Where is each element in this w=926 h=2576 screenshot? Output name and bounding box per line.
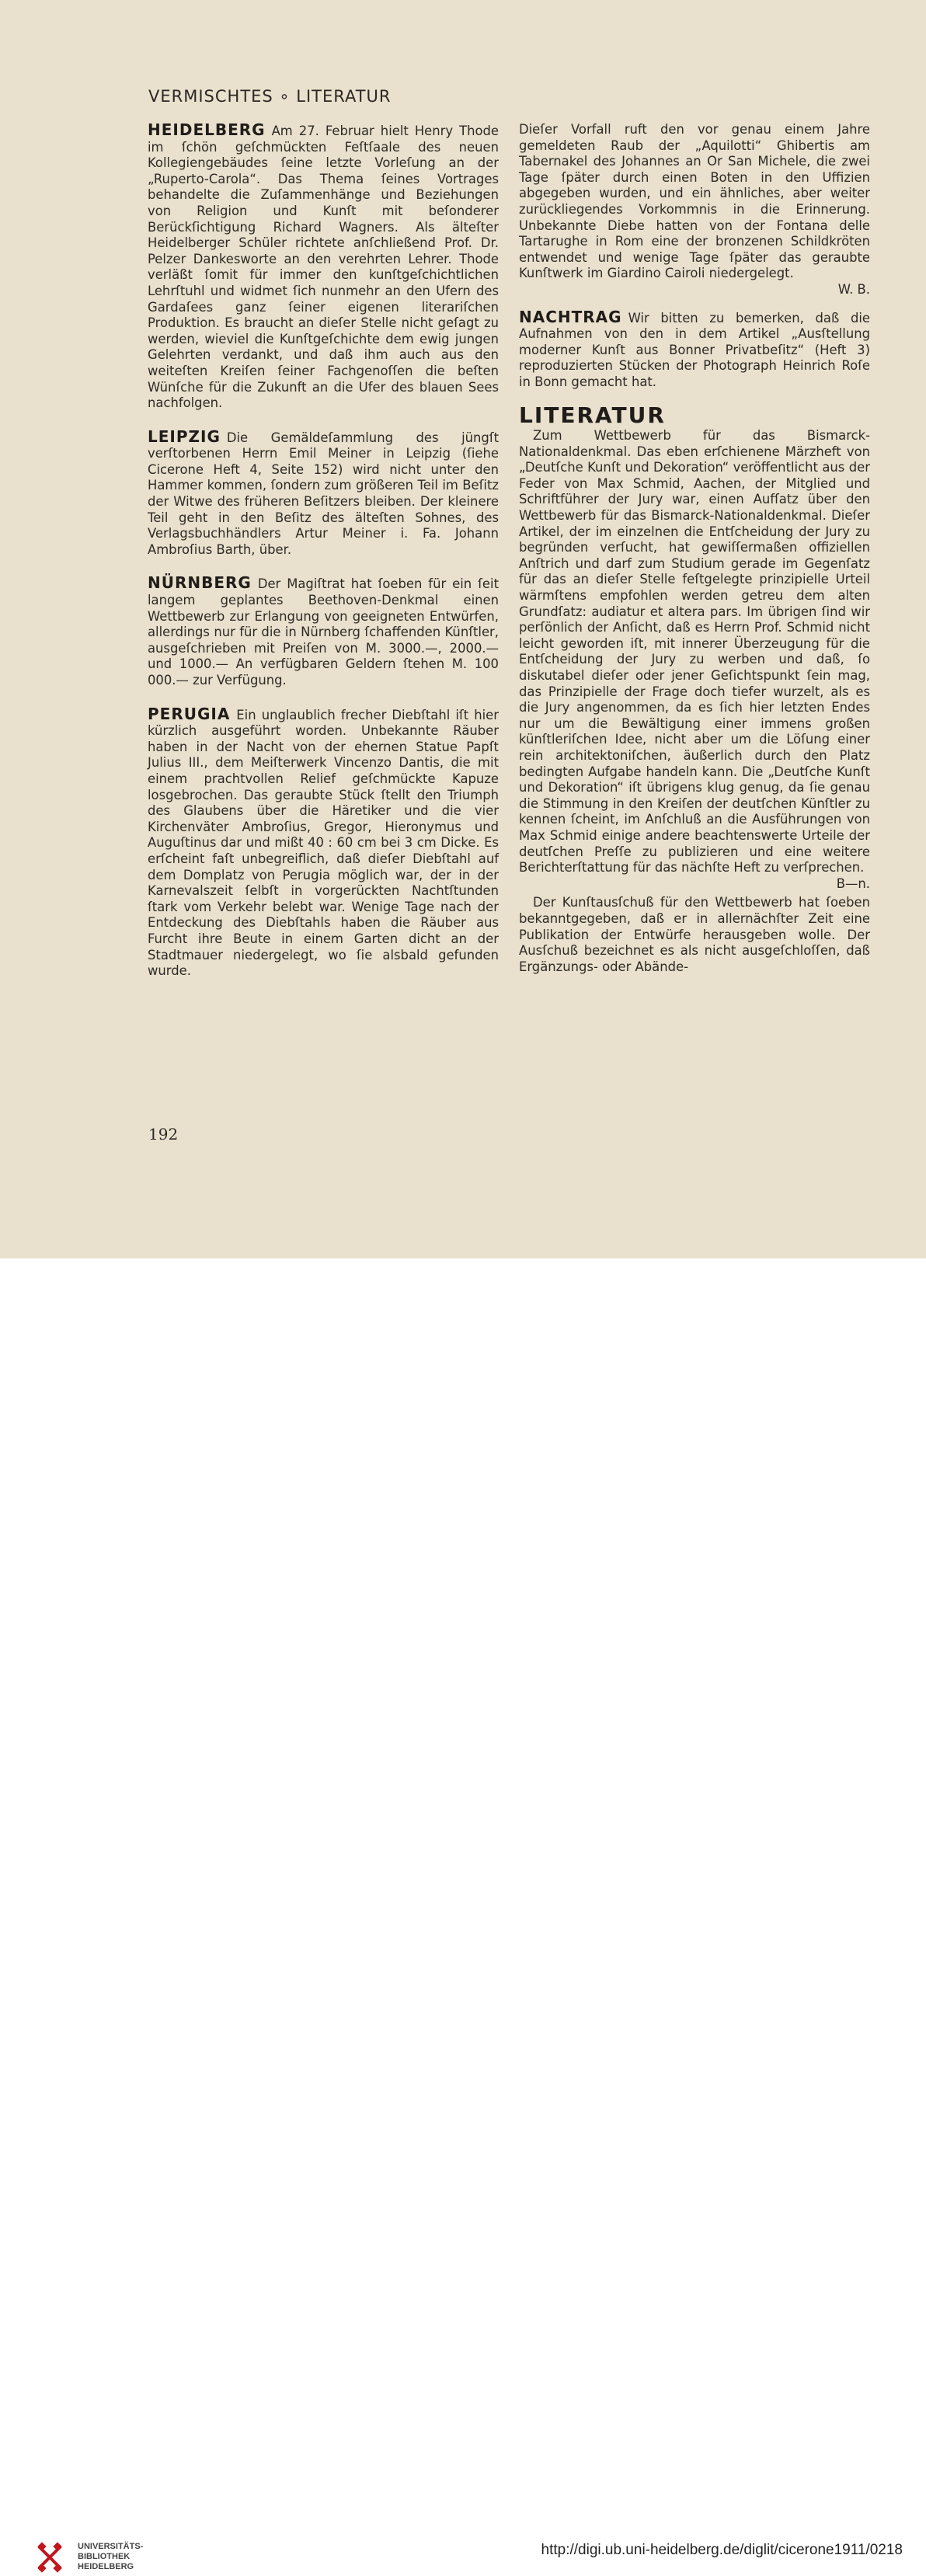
article-text: Dieſer Vorfall ruft den vor genau einem Jahre gemeldeten Raub der „Aquilotti“ Ghibertis am Tabernakel des Johannes an Or San Michele, die zwei Tage ſpäter durch einen Boten in den Uffizien abgegeben wurden, und ein ähnliches, aber weiter zurückliegendes Vorkommnis in die Erinnerung. Unbekannte Diebe hatten von der Fontana delle Tartarughe in Rom eine der bronzenen Schildkröten entwendet und wenige Tage ſpäter das geraubte Kunſtwerk im Giardino Cairoli niedergelegt. bbox=[519, 122, 870, 281]
section-title: LITERATUR bbox=[519, 402, 666, 428]
left-column bbox=[148, 122, 499, 997]
article-keyword: NACHTRAG bbox=[519, 307, 622, 326]
author-signature: W. B. bbox=[837, 281, 870, 297]
article-text: Am 27. Februar hielt Henry Thode im ſchön geſchmückten Feſtſaale des neuen Kollegiengebäudes ſeine letzte Vorleſung an der „Ruperto-Carola“. Das Thema ſeines Vortrages behandelte die Zuſammenhänge und Beziehungen von Religion und Kunſt mit beſonderer Berückſichtigung Richard Wagners. Als älteſter Heidelberger Schüler richtete anſchließend Prof. Dr. Pelzer Dankesworte an den verehrten Lehrer. Thode verläßt ſomit für immer den kunſtgeſchichtlichen Lehrſtuhl und widmet ſich nunmehr an den Ufern des Gardaſees ganz ſeiner eigenen literariſchen Produktion. Es braucht an dieſer Stelle nicht geſagt zu werden, wieviel die Kunſtgeſchichte dem ewig jungen Gelehrten verdankt, und daß ihm auch aus den weiteſten Kreiſen ſeiner Fachgenoſſen die beſten Wünſche für die Zukunft an die Ufer des blauen Sees nachfolgen. bbox=[148, 124, 499, 411]
article-leipzig bbox=[148, 426, 499, 559]
article-text: Ein unglaublich frecher Diebſtahl iſt hier kürzlich ausgeführt worden. Unbekannte Räuber haben in der Nacht von der ehernen Statue Papſt Julius III., dem Meiſterwerk Vincenzo Dantis, die mit einem prachtvollen Relief geſchmückte Kapuze losgebrochen. Das geraubte Stück ſtellt den Triumph des Glaubens über die Häretiker und die vier Kirchenväter Ambroſius, Gregor, Hieronymus und Auguſtinus dar und mißt 40 : 60 cm bei 3 cm Dicke. Es erſcheint faſt unbegreiflich, daß dieſer Diebſtahl auf dem Domplatz von Perugia möglich war, der in der Karnevalszeit ſelbſt in vorgerückten Nachtſtunden ſtark vom Verkehr belebt war. Wenige Tage nach der Entdeckung des Diebſtahls haben die Räuber aus Furcht ihre Beute in einem Garten dicht an der Stadtmauer niedergelegt, wo ſie alsbald gefunden wurde. bbox=[148, 707, 499, 979]
article-perugia-continued bbox=[519, 122, 870, 298]
article-text: Die Gemäldeſammlung des jüngſt verſtorbenen Herrn Emil Meiner in Leipzig (ſiehe Cicerone Heft 4, Seite 152) wird nicht unter den Hammer kommen, ſondern zum größeren Teil im Beſitz der Witwe des früheren Beſitzers bleiben. Der kleinere Teil geht in den Beſitz des älteſten Sohnes, des Verlagsbuchhändlers Artur Meiner i. Fa. Johann Ambroſius Barth, über. bbox=[148, 430, 499, 557]
footer-bar bbox=[0, 1258, 926, 2571]
article-keyword: LEIPZIG bbox=[148, 426, 221, 446]
article-perugia bbox=[148, 706, 499, 980]
literatur-paragraph-2 bbox=[519, 895, 870, 975]
article-nuernberg bbox=[148, 575, 499, 688]
author-signature: B—n. bbox=[836, 875, 870, 891]
running-head: VERMISCHTES ∘ LITERATUR bbox=[148, 87, 392, 106]
article-keyword: HEIDELBERG bbox=[148, 120, 266, 139]
article-heidelberg bbox=[148, 122, 499, 412]
library-name: UNIVERSITÄTS- BIBLIOTHEK HEIDELBERG bbox=[78, 2542, 144, 2571]
page-number: 192 bbox=[148, 1125, 179, 1144]
right-column bbox=[519, 122, 870, 975]
article-keyword: NÜRNBERG bbox=[148, 573, 252, 593]
article-text: Der Magiſtrat hat ſoeben für ein ſeit langem geplantes Beethoven-Denkmal einen Wettbewerb zur Erlangung von geeigneten Entwürfen, allerdings nur für die in Nürnberg ſchaffenden Künſtler, ausgeſchrieben mit Preiſen von M. 3000.—, 2000.— und 1000.— An verfügbaren Geldern ſtehen M. 100 000.— zur Verfügung. bbox=[148, 576, 499, 688]
article-text: Wir bitten zu bemerken, daß die Aufnahmen von den in dem Artikel „Ausſtellung moderner Kunſt aus Bonner Privatbeſitz“ (Heft 3) reproduzierten Stücken der Photograph Heinrich Roſe in Bonn gemacht hat. bbox=[519, 310, 870, 389]
university-library-logo-icon bbox=[31, 2539, 68, 2576]
article-text: Zum Wettbewerb für das Bismarck-Nationaldenkmal. Das eben erſchienene Märzheft von „Deutſche Kunſt und Dekoration“ veröffentlicht aus der Feder von Max Schmid, Aachen, der Mitglied und Schriftführer der Jury war, einen Aufſatz über den Wettbewerb für das Bismarck-Nationaldenkmal. Dieſer Artikel, der im einzelnen die Entſcheidung der Jury zu begründen verſucht, hat gewiſſermaßen offiziellen Anſtrich und darf zum Studium gerade im Gegenſatz für das an dieſer Stelle feſtgelegte prinzipielle Urteil wärmſtens empfohlen werden getreu dem alten Grundſatz: audiatur et altera pars. Im übrigen ſind wir perſönlich der Anſicht, daß es Herrn Prof. Schmid nicht leicht geworden iſt, mit innerer Überzeugung für die Entſcheidung der Jury zu werben und daß, ſo diskutabel dieſer oder jener Geſichtspunkt ſein mag, das Prinzipielle der Frage doch tiefer wurzelt, als es die Jury angenommen, da es ſich hier letzten Endes nur um die Bewältigung einer immens großen künſtleriſchen Idee, nicht aber um die Löſung einer rein architektoniſchen, äußerlich durch den Platz bedingten Aufgabe handeln kann. Die „Deutſche Kunſt und Dekoration“ iſt übrigens klug genug, da ſie genau die Stimmung in den Kreiſen der deutſchen Künſtler zu kennen ſcheint, im Anſchluß an die Ausführungen von Max Schmid einige andere beachtenswerte Urteile der deutſchen Preſſe zu publizieren und eine weitere Berichterſtattung für das nächſte Heft zu verſprechen. bbox=[519, 428, 870, 875]
article-keyword: PERUGIA bbox=[148, 704, 231, 723]
scanned-page bbox=[0, 0, 926, 1258]
article-text: Der Kunſtausſchuß für den Wettbewerb hat ſoeben bekanntgegeben, daß er in allernächſter Zeit eine Publikation der Entwürfe herausgeben wolle. Der Ausſchuß bezeichnet es als nicht ausgeſchloſſen, daß Ergänzungs- oder Abände- bbox=[519, 895, 870, 974]
literatur-paragraph-1 bbox=[519, 428, 870, 892]
article-nachtrag bbox=[519, 309, 870, 391]
source-url-link[interactable]: http://digi.ub.uni-heidelberg.de/diglit/cicerone1911/0218 bbox=[541, 2542, 903, 2558]
